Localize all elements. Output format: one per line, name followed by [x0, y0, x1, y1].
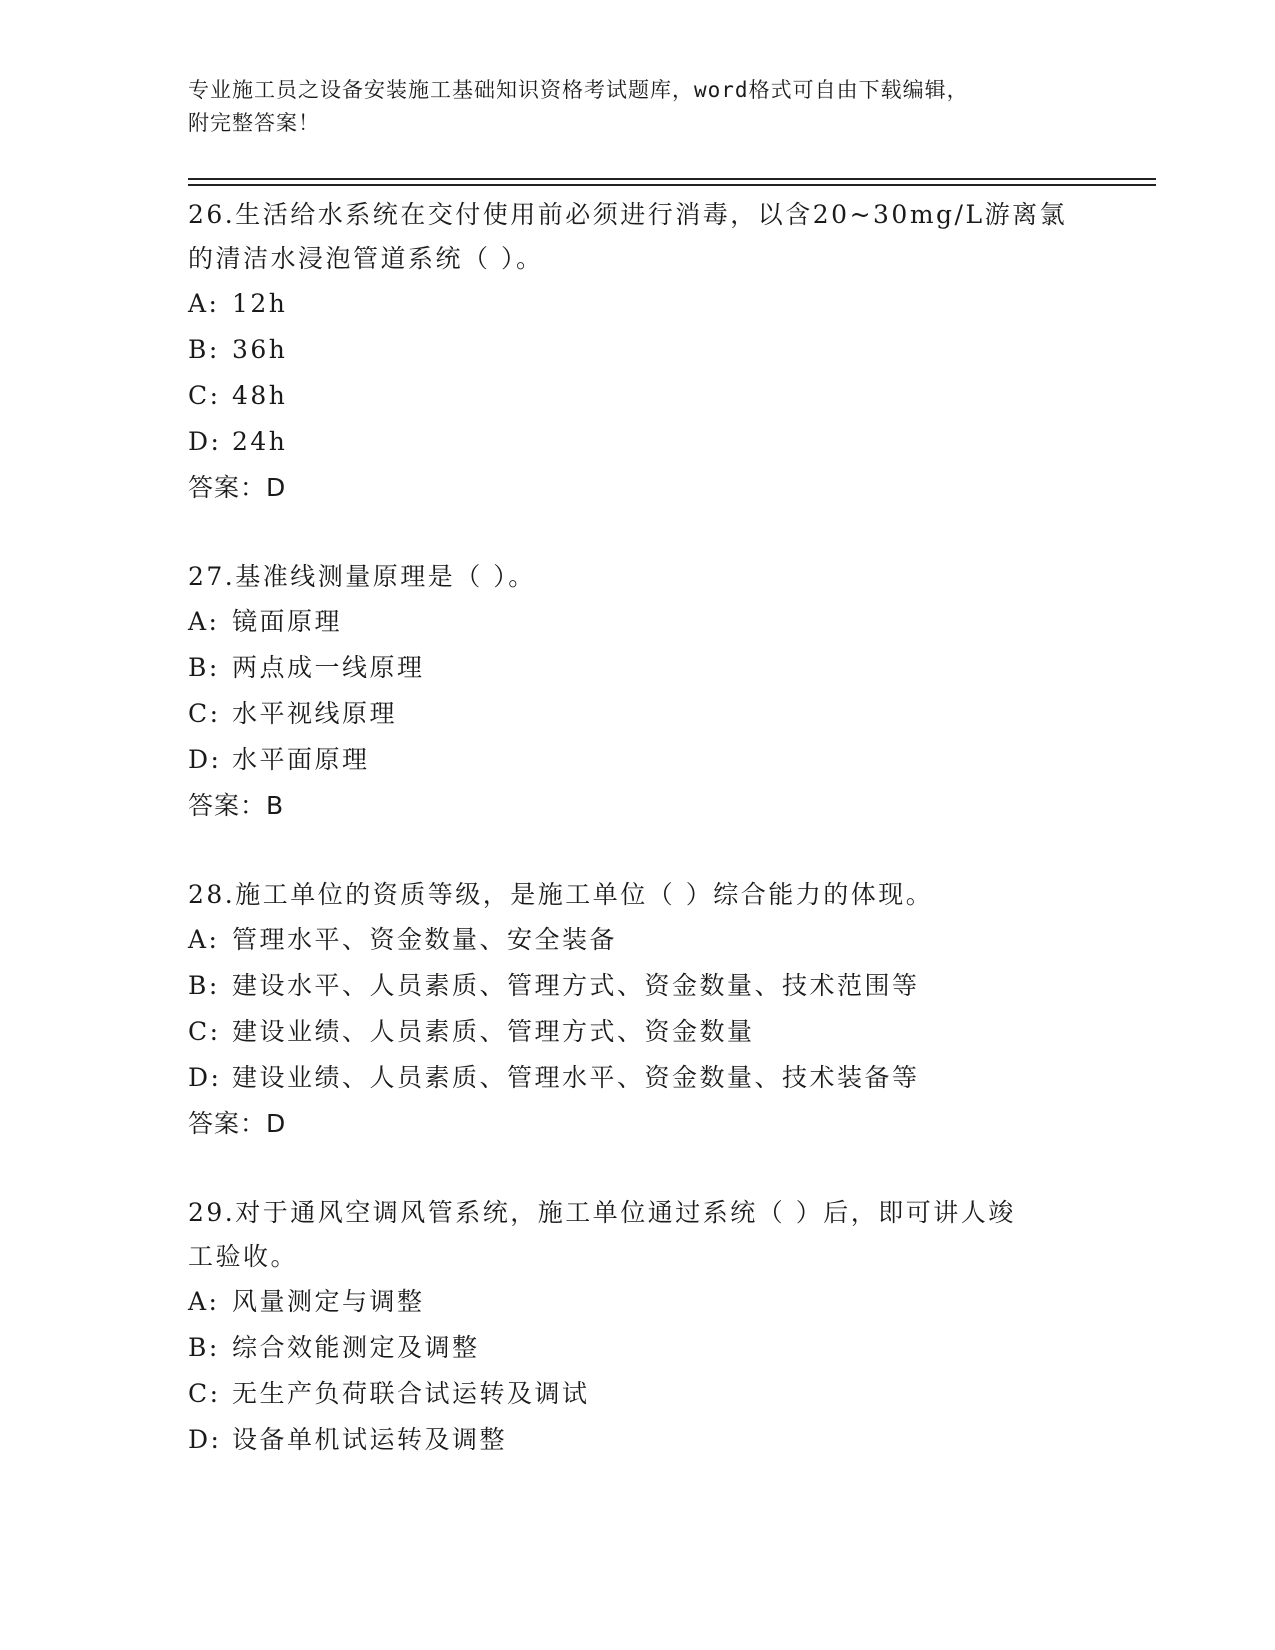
option-key: D: — [188, 745, 222, 774]
question-stem-line: 26.生活给水系统在交付使用前必须进行消毒，以含20~30mg/L游离氯 — [188, 200, 1068, 229]
option-text: 建设业绩、人员素质、管理方式、资金数量 — [232, 1017, 755, 1046]
question-stem — [188, 1191, 1088, 1279]
answer-text: 答案：B — [188, 791, 285, 820]
option-text: 水平视线原理 — [232, 699, 398, 728]
option-key: D: — [188, 1425, 222, 1454]
option-d — [188, 419, 1088, 465]
question-stem — [188, 555, 1088, 599]
question-list — [188, 193, 1088, 1507]
option-text: 无生产负荷联合试运转及调试 — [232, 1379, 590, 1408]
option-text: 24h — [232, 427, 288, 456]
option-b — [188, 1325, 1088, 1371]
answer-text: 答案：D — [188, 473, 287, 502]
option-text: 综合效能测定及调整 — [232, 1333, 480, 1362]
option-key: B: — [188, 653, 220, 682]
header-divider-bottom — [188, 184, 1156, 186]
option-c — [188, 691, 1088, 737]
question-stem-line: 工验收。 — [188, 1242, 299, 1271]
option-text: 风量测定与调整 — [232, 1287, 425, 1316]
option-text: 48h — [232, 381, 288, 410]
header-line-2: 附完整答案！ — [188, 111, 320, 135]
question-26 — [188, 193, 1088, 511]
question-28 — [188, 873, 1088, 1147]
option-text: 建设业绩、人员素质、管理水平、资金数量、技术装备等 — [232, 1063, 920, 1092]
option-text: 12h — [232, 289, 288, 318]
option-key: B: — [188, 1333, 220, 1362]
question-27 — [188, 555, 1088, 829]
option-b — [188, 963, 1088, 1009]
question-stem-line: 27.基准线测量原理是（ ）。 — [188, 562, 536, 591]
option-text: 镜面原理 — [232, 607, 343, 636]
option-text: 设备单机试运转及调整 — [232, 1425, 508, 1454]
option-key: C: — [188, 1379, 221, 1408]
option-key: D: — [188, 427, 222, 456]
option-a — [188, 917, 1088, 963]
option-key: C: — [188, 381, 221, 410]
option-c — [188, 1371, 1088, 1417]
option-text: 管理水平、资金数量、安全装备 — [232, 925, 618, 954]
option-text: 水平面原理 — [232, 745, 370, 774]
option-key: A: — [188, 925, 220, 954]
option-key: A: — [188, 289, 220, 318]
option-key: B: — [188, 335, 220, 364]
answer-text: 答案：D — [188, 1109, 287, 1138]
option-key: B: — [188, 971, 220, 1000]
option-b — [188, 645, 1088, 691]
option-c — [188, 373, 1088, 419]
option-key: C: — [188, 699, 221, 728]
question-stem — [188, 873, 1088, 917]
question-stem — [188, 193, 1088, 281]
question-stem-line: 28.施工单位的资质等级，是施工单位（ ）综合能力的体现。 — [188, 880, 934, 909]
option-key: D: — [188, 1063, 222, 1092]
question-29 — [188, 1191, 1088, 1463]
option-a — [188, 281, 1088, 327]
option-text: 两点成一线原理 — [232, 653, 425, 682]
option-d — [188, 1055, 1088, 1101]
option-a — [188, 599, 1088, 645]
option-text: 36h — [232, 335, 288, 364]
header-divider-top — [188, 178, 1156, 180]
option-d — [188, 1417, 1088, 1463]
option-d — [188, 737, 1088, 783]
question-stem-line: 的清洁水浸泡管道系统（ ）。 — [188, 244, 544, 273]
option-a — [188, 1279, 1088, 1325]
document-header — [188, 74, 1088, 140]
header-line-1: 专业施工员之设备安装施工基础知识资格考试题库，word格式可自由下载编辑， — [188, 78, 969, 102]
option-key: C: — [188, 1017, 221, 1046]
option-b — [188, 327, 1088, 373]
option-key: A: — [188, 1287, 220, 1316]
option-c — [188, 1009, 1088, 1055]
option-key: A: — [188, 607, 220, 636]
question-stem-line: 29.对于通风空调风管系统，施工单位通过系统（ ）后，即可讲人竣 — [188, 1198, 1016, 1227]
option-text: 建设水平、人员素质、管理方式、资金数量、技术范围等 — [232, 971, 920, 1000]
